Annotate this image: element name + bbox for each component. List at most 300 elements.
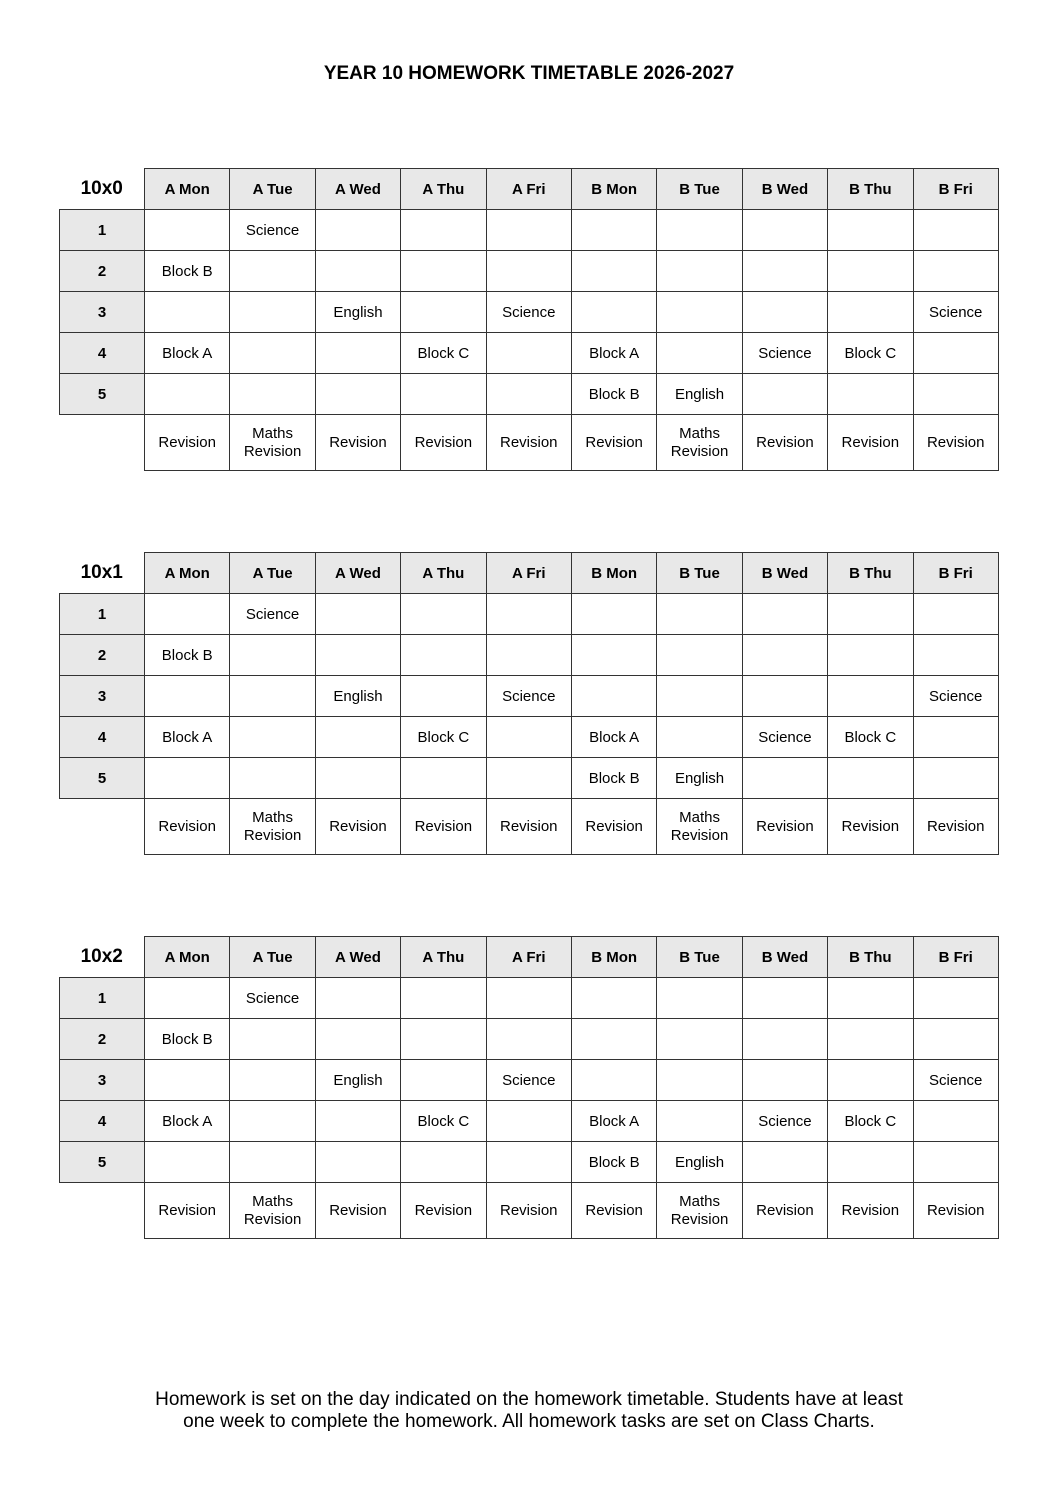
day-header: B Thu <box>828 553 913 594</box>
revision-cell <box>315 415 400 471</box>
revision-cell <box>486 415 571 471</box>
revision-label: Revision <box>926 1201 985 1219</box>
revision-cell <box>145 799 230 855</box>
period-number: 4 <box>60 333 145 374</box>
revision-cell-content <box>230 809 314 845</box>
revision-row <box>60 1183 999 1239</box>
revision-subject: Maths <box>252 1192 294 1210</box>
homework-cell <box>486 1019 571 1060</box>
revision-cell-content <box>743 818 827 836</box>
revision-cell <box>828 799 913 855</box>
homework-cell <box>145 1142 230 1183</box>
homework-cell <box>401 210 486 251</box>
homework-cell <box>828 676 913 717</box>
period-row <box>60 594 999 635</box>
period-number: 3 <box>60 292 145 333</box>
homework-cell <box>401 635 486 676</box>
homework-cell <box>657 594 742 635</box>
revision-cell-content <box>914 1202 998 1220</box>
homework-cell <box>486 717 571 758</box>
homework-cell: Science <box>742 333 827 374</box>
day-header: B Tue <box>657 169 742 210</box>
day-header: A Tue <box>230 169 315 210</box>
revision-row <box>60 415 999 471</box>
period-number: 5 <box>60 1142 145 1183</box>
revision-cell-content <box>743 1202 827 1220</box>
homework-cell <box>913 635 998 676</box>
revision-cell-content <box>828 818 912 836</box>
revision-cell <box>913 415 998 471</box>
homework-cell <box>828 1019 913 1060</box>
homework-cell: Science <box>742 1101 827 1142</box>
homework-cell <box>230 333 315 374</box>
homework-cell <box>486 210 571 251</box>
homework-cell <box>913 1142 998 1183</box>
revision-cell <box>145 415 230 471</box>
homework-cell: Science <box>742 717 827 758</box>
homework-cell <box>145 676 230 717</box>
homework-cell: Science <box>486 676 571 717</box>
revision-cell <box>315 1183 400 1239</box>
homework-cell <box>657 1060 742 1101</box>
revision-cell-content <box>914 818 998 836</box>
revision-label: Revision <box>243 826 302 844</box>
homework-cell: Block A <box>145 333 230 374</box>
homework-cell <box>401 978 486 1019</box>
period-row <box>60 717 999 758</box>
period-row <box>60 374 999 415</box>
revision-subject: Maths <box>252 808 294 826</box>
revision-label: Revision <box>499 433 558 451</box>
period-number: 1 <box>60 978 145 1019</box>
homework-cell <box>657 978 742 1019</box>
revision-cell-content <box>657 809 741 845</box>
homework-cell <box>315 251 400 292</box>
homework-cell: English <box>657 1142 742 1183</box>
day-header: B Fri <box>913 553 998 594</box>
period-number: 3 <box>60 1060 145 1101</box>
homework-cell: Block B <box>145 251 230 292</box>
homework-cell <box>145 594 230 635</box>
homework-cell <box>486 635 571 676</box>
day-header: B Mon <box>571 937 656 978</box>
revision-label: Revision <box>243 1210 302 1228</box>
period-number: 1 <box>60 210 145 251</box>
homework-cell: English <box>657 374 742 415</box>
revision-label: Revision <box>243 442 302 460</box>
homework-cell <box>657 1019 742 1060</box>
homework-cell <box>913 210 998 251</box>
homework-cell <box>828 210 913 251</box>
day-header: B Fri <box>913 937 998 978</box>
homework-cell <box>401 594 486 635</box>
homework-cell <box>571 1019 656 1060</box>
revision-cell <box>486 799 571 855</box>
revision-cell-content <box>230 1193 314 1229</box>
homework-cell: Science <box>230 210 315 251</box>
day-header: A Mon <box>145 937 230 978</box>
homework-cell: Block B <box>571 1142 656 1183</box>
revision-cell-content <box>572 1202 656 1220</box>
revision-label: Revision <box>499 817 558 835</box>
homework-cell: Block B <box>145 1019 230 1060</box>
group-label: 10x2 <box>60 937 145 978</box>
revision-cell <box>571 799 656 855</box>
day-header: A Fri <box>486 553 571 594</box>
revision-cell-content <box>487 1202 571 1220</box>
revision-cell <box>657 415 742 471</box>
homework-cell <box>486 978 571 1019</box>
homework-cell: English <box>315 292 400 333</box>
homework-cell: Block C <box>828 717 913 758</box>
homework-cell <box>657 676 742 717</box>
revision-cell-content <box>828 434 912 452</box>
revision-cell-content <box>145 818 229 836</box>
revision-cell-content <box>657 1193 741 1229</box>
day-header: A Tue <box>230 553 315 594</box>
revision-cell-content <box>743 434 827 452</box>
revision-label: Revision <box>329 1201 387 1219</box>
period-row <box>60 1142 999 1183</box>
homework-cell <box>145 292 230 333</box>
day-header: A Thu <box>401 937 486 978</box>
day-header: B Wed <box>742 553 827 594</box>
period-number: 4 <box>60 717 145 758</box>
homework-cell <box>828 758 913 799</box>
homework-cell: Block C <box>828 1101 913 1142</box>
revision-subject: Maths <box>679 424 720 442</box>
homework-cell: Block B <box>571 374 656 415</box>
revision-label: Revision <box>926 817 985 835</box>
homework-cell: Block B <box>145 635 230 676</box>
homework-cell <box>401 1060 486 1101</box>
homework-cell <box>742 676 827 717</box>
revision-cell <box>657 1183 742 1239</box>
revision-label: Revision <box>841 1201 900 1219</box>
revision-label: Revision <box>158 1201 216 1219</box>
day-header: B Wed <box>742 937 827 978</box>
homework-cell <box>571 978 656 1019</box>
revision-cell-content <box>572 434 656 452</box>
homework-cell <box>230 717 315 758</box>
revision-cell <box>145 1183 230 1239</box>
homework-cell <box>315 333 400 374</box>
revision-cell <box>571 415 656 471</box>
period-number: 2 <box>60 251 145 292</box>
homework-cell <box>913 374 998 415</box>
homework-cell <box>230 1142 315 1183</box>
homework-cell <box>657 292 742 333</box>
homework-cell <box>828 292 913 333</box>
revision-row-spacer <box>60 799 145 855</box>
period-row <box>60 333 999 374</box>
homework-cell <box>486 1142 571 1183</box>
homework-cell <box>145 374 230 415</box>
timetable-10x1 <box>59 552 999 855</box>
day-header: A Tue <box>230 937 315 978</box>
homework-cell: Block A <box>145 1101 230 1142</box>
revision-cell-content <box>914 434 998 452</box>
homework-cell: Block A <box>571 333 656 374</box>
homework-cell: Block A <box>571 1101 656 1142</box>
homework-cell <box>315 1142 400 1183</box>
revision-label: Revision <box>329 433 387 451</box>
homework-cell <box>145 758 230 799</box>
homework-cell: Science <box>230 594 315 635</box>
homework-cell <box>913 978 998 1019</box>
homework-cell <box>742 210 827 251</box>
revision-label: Revision <box>585 1201 643 1219</box>
revision-cell <box>742 799 827 855</box>
homework-cell: Science <box>486 292 571 333</box>
period-row <box>60 210 999 251</box>
homework-cell <box>315 594 400 635</box>
revision-cell-content <box>487 434 571 452</box>
homework-cell: English <box>657 758 742 799</box>
period-row <box>60 251 999 292</box>
revision-cell <box>315 799 400 855</box>
header-row <box>60 169 999 210</box>
day-header: A Fri <box>486 169 571 210</box>
homework-cell <box>657 210 742 251</box>
day-header: A Wed <box>315 553 400 594</box>
homework-cell <box>742 758 827 799</box>
homework-cell: Science <box>913 1060 998 1101</box>
period-number: 3 <box>60 676 145 717</box>
revision-label: Revision <box>414 817 473 835</box>
revision-row-spacer <box>60 415 145 471</box>
homework-cell <box>486 594 571 635</box>
homework-cell: Block C <box>401 333 486 374</box>
revision-cell-content <box>401 1202 485 1220</box>
revision-cell <box>401 415 486 471</box>
day-header: B Fri <box>913 169 998 210</box>
revision-label: Revision <box>670 826 729 844</box>
revision-label: Revision <box>158 433 216 451</box>
revision-cell-content <box>316 818 400 836</box>
day-header: A Wed <box>315 169 400 210</box>
homework-cell <box>315 978 400 1019</box>
period-number: 4 <box>60 1101 145 1142</box>
revision-row <box>60 799 999 855</box>
homework-cell: Block C <box>828 333 913 374</box>
revision-cell-content <box>401 434 485 452</box>
homework-cell <box>742 978 827 1019</box>
group-label: 10x0 <box>60 169 145 210</box>
revision-label: Revision <box>329 817 387 835</box>
homework-cell <box>913 251 998 292</box>
header-row <box>60 937 999 978</box>
day-header: B Thu <box>828 937 913 978</box>
homework-cell <box>315 210 400 251</box>
day-header: B Mon <box>571 169 656 210</box>
day-header: A Mon <box>145 169 230 210</box>
homework-cell <box>145 1060 230 1101</box>
day-header: A Thu <box>401 553 486 594</box>
homework-cell: Block C <box>401 717 486 758</box>
period-number: 5 <box>60 758 145 799</box>
revision-cell <box>657 799 742 855</box>
homework-cell <box>571 251 656 292</box>
homework-cell: English <box>315 676 400 717</box>
homework-cell <box>742 1060 827 1101</box>
revision-cell-content <box>316 434 400 452</box>
homework-cell <box>315 635 400 676</box>
homework-cell <box>486 251 571 292</box>
revision-label: Revision <box>926 433 985 451</box>
revision-cell-content <box>572 818 656 836</box>
revision-cell-content <box>230 425 314 461</box>
group-label: 10x1 <box>60 553 145 594</box>
homework-cell: Science <box>913 292 998 333</box>
homework-cell <box>913 717 998 758</box>
revision-label: Revision <box>670 442 729 460</box>
day-header: B Thu <box>828 169 913 210</box>
day-header: B Mon <box>571 553 656 594</box>
homework-cell <box>913 1101 998 1142</box>
homework-cell <box>571 210 656 251</box>
revision-cell <box>486 1183 571 1239</box>
homework-cell <box>657 717 742 758</box>
footer-note <box>0 1389 1058 1433</box>
homework-cell <box>571 594 656 635</box>
homework-cell <box>657 1101 742 1142</box>
revision-cell <box>230 1183 315 1239</box>
homework-cell <box>571 635 656 676</box>
homework-cell <box>571 292 656 333</box>
revision-subject: Maths <box>679 1192 720 1210</box>
homework-cell <box>401 758 486 799</box>
revision-cell-content <box>145 1202 229 1220</box>
homework-cell <box>230 1101 315 1142</box>
homework-cell <box>486 333 571 374</box>
revision-cell <box>828 415 913 471</box>
homework-cell <box>828 594 913 635</box>
revision-cell <box>828 1183 913 1239</box>
homework-cell <box>315 1101 400 1142</box>
period-row <box>60 635 999 676</box>
homework-cell <box>230 1060 315 1101</box>
homework-cell <box>742 251 827 292</box>
header-row <box>60 553 999 594</box>
period-row <box>60 1019 999 1060</box>
revision-cell <box>742 1183 827 1239</box>
homework-cell <box>828 374 913 415</box>
revision-row-spacer <box>60 1183 145 1239</box>
homework-cell <box>486 758 571 799</box>
revision-label: Revision <box>499 1201 558 1219</box>
footer-line-2: one week to complete the homework. All homework tasks are set on Class Charts. <box>183 1411 875 1432</box>
revision-label: Revision <box>841 433 900 451</box>
homework-cell <box>828 1060 913 1101</box>
homework-cell: Science <box>486 1060 571 1101</box>
homework-cell <box>828 1142 913 1183</box>
homework-cell <box>401 292 486 333</box>
timetable-10x2 <box>59 936 999 1239</box>
revision-label: Revision <box>585 433 643 451</box>
revision-cell <box>401 1183 486 1239</box>
period-row <box>60 758 999 799</box>
revision-label: Revision <box>841 817 900 835</box>
revision-cell <box>913 1183 998 1239</box>
period-row <box>60 292 999 333</box>
day-header: B Tue <box>657 553 742 594</box>
homework-cell <box>145 210 230 251</box>
day-header: A Fri <box>486 937 571 978</box>
homework-cell <box>913 1019 998 1060</box>
period-row <box>60 676 999 717</box>
revision-label: Revision <box>756 433 814 451</box>
homework-cell <box>657 333 742 374</box>
revision-cell <box>913 799 998 855</box>
homework-cell <box>315 758 400 799</box>
day-header: B Tue <box>657 937 742 978</box>
homework-cell <box>230 1019 315 1060</box>
homework-cell: Block A <box>145 717 230 758</box>
day-header: A Mon <box>145 553 230 594</box>
homework-cell <box>828 635 913 676</box>
period-row <box>60 978 999 1019</box>
day-header: A Wed <box>315 937 400 978</box>
revision-cell-content <box>145 434 229 452</box>
homework-cell <box>315 1019 400 1060</box>
homework-cell <box>828 251 913 292</box>
period-row <box>60 1060 999 1101</box>
homework-cell <box>315 717 400 758</box>
period-row <box>60 1101 999 1142</box>
revision-label: Revision <box>756 1201 814 1219</box>
homework-cell: Science <box>913 676 998 717</box>
homework-cell <box>742 1019 827 1060</box>
homework-cell <box>913 333 998 374</box>
timetable-10x0 <box>59 168 999 471</box>
homework-cell <box>742 292 827 333</box>
revision-cell <box>401 799 486 855</box>
revision-label: Revision <box>756 817 814 835</box>
revision-subject: Maths <box>252 424 294 442</box>
homework-cell <box>230 292 315 333</box>
revision-cell-content <box>401 818 485 836</box>
homework-cell <box>230 374 315 415</box>
day-header: A Thu <box>401 169 486 210</box>
homework-cell: English <box>315 1060 400 1101</box>
revision-cell <box>571 1183 656 1239</box>
homework-cell <box>230 251 315 292</box>
homework-cell <box>657 251 742 292</box>
homework-cell <box>486 1101 571 1142</box>
homework-cell: Science <box>230 978 315 1019</box>
homework-cell <box>742 1142 827 1183</box>
revision-label: Revision <box>414 1201 473 1219</box>
homework-cell <box>230 676 315 717</box>
homework-cell <box>230 758 315 799</box>
homework-cell <box>913 594 998 635</box>
revision-cell-content <box>657 425 741 461</box>
revision-cell <box>230 799 315 855</box>
homework-cell <box>657 635 742 676</box>
day-header: B Wed <box>742 169 827 210</box>
homework-cell: Block C <box>401 1101 486 1142</box>
revision-subject: Maths <box>679 808 720 826</box>
revision-label: Revision <box>670 1210 729 1228</box>
revision-label: Revision <box>585 817 643 835</box>
period-number: 2 <box>60 635 145 676</box>
revision-cell-content <box>316 1202 400 1220</box>
homework-cell <box>486 374 571 415</box>
homework-cell <box>315 374 400 415</box>
homework-cell <box>230 635 315 676</box>
homework-cell <box>401 676 486 717</box>
